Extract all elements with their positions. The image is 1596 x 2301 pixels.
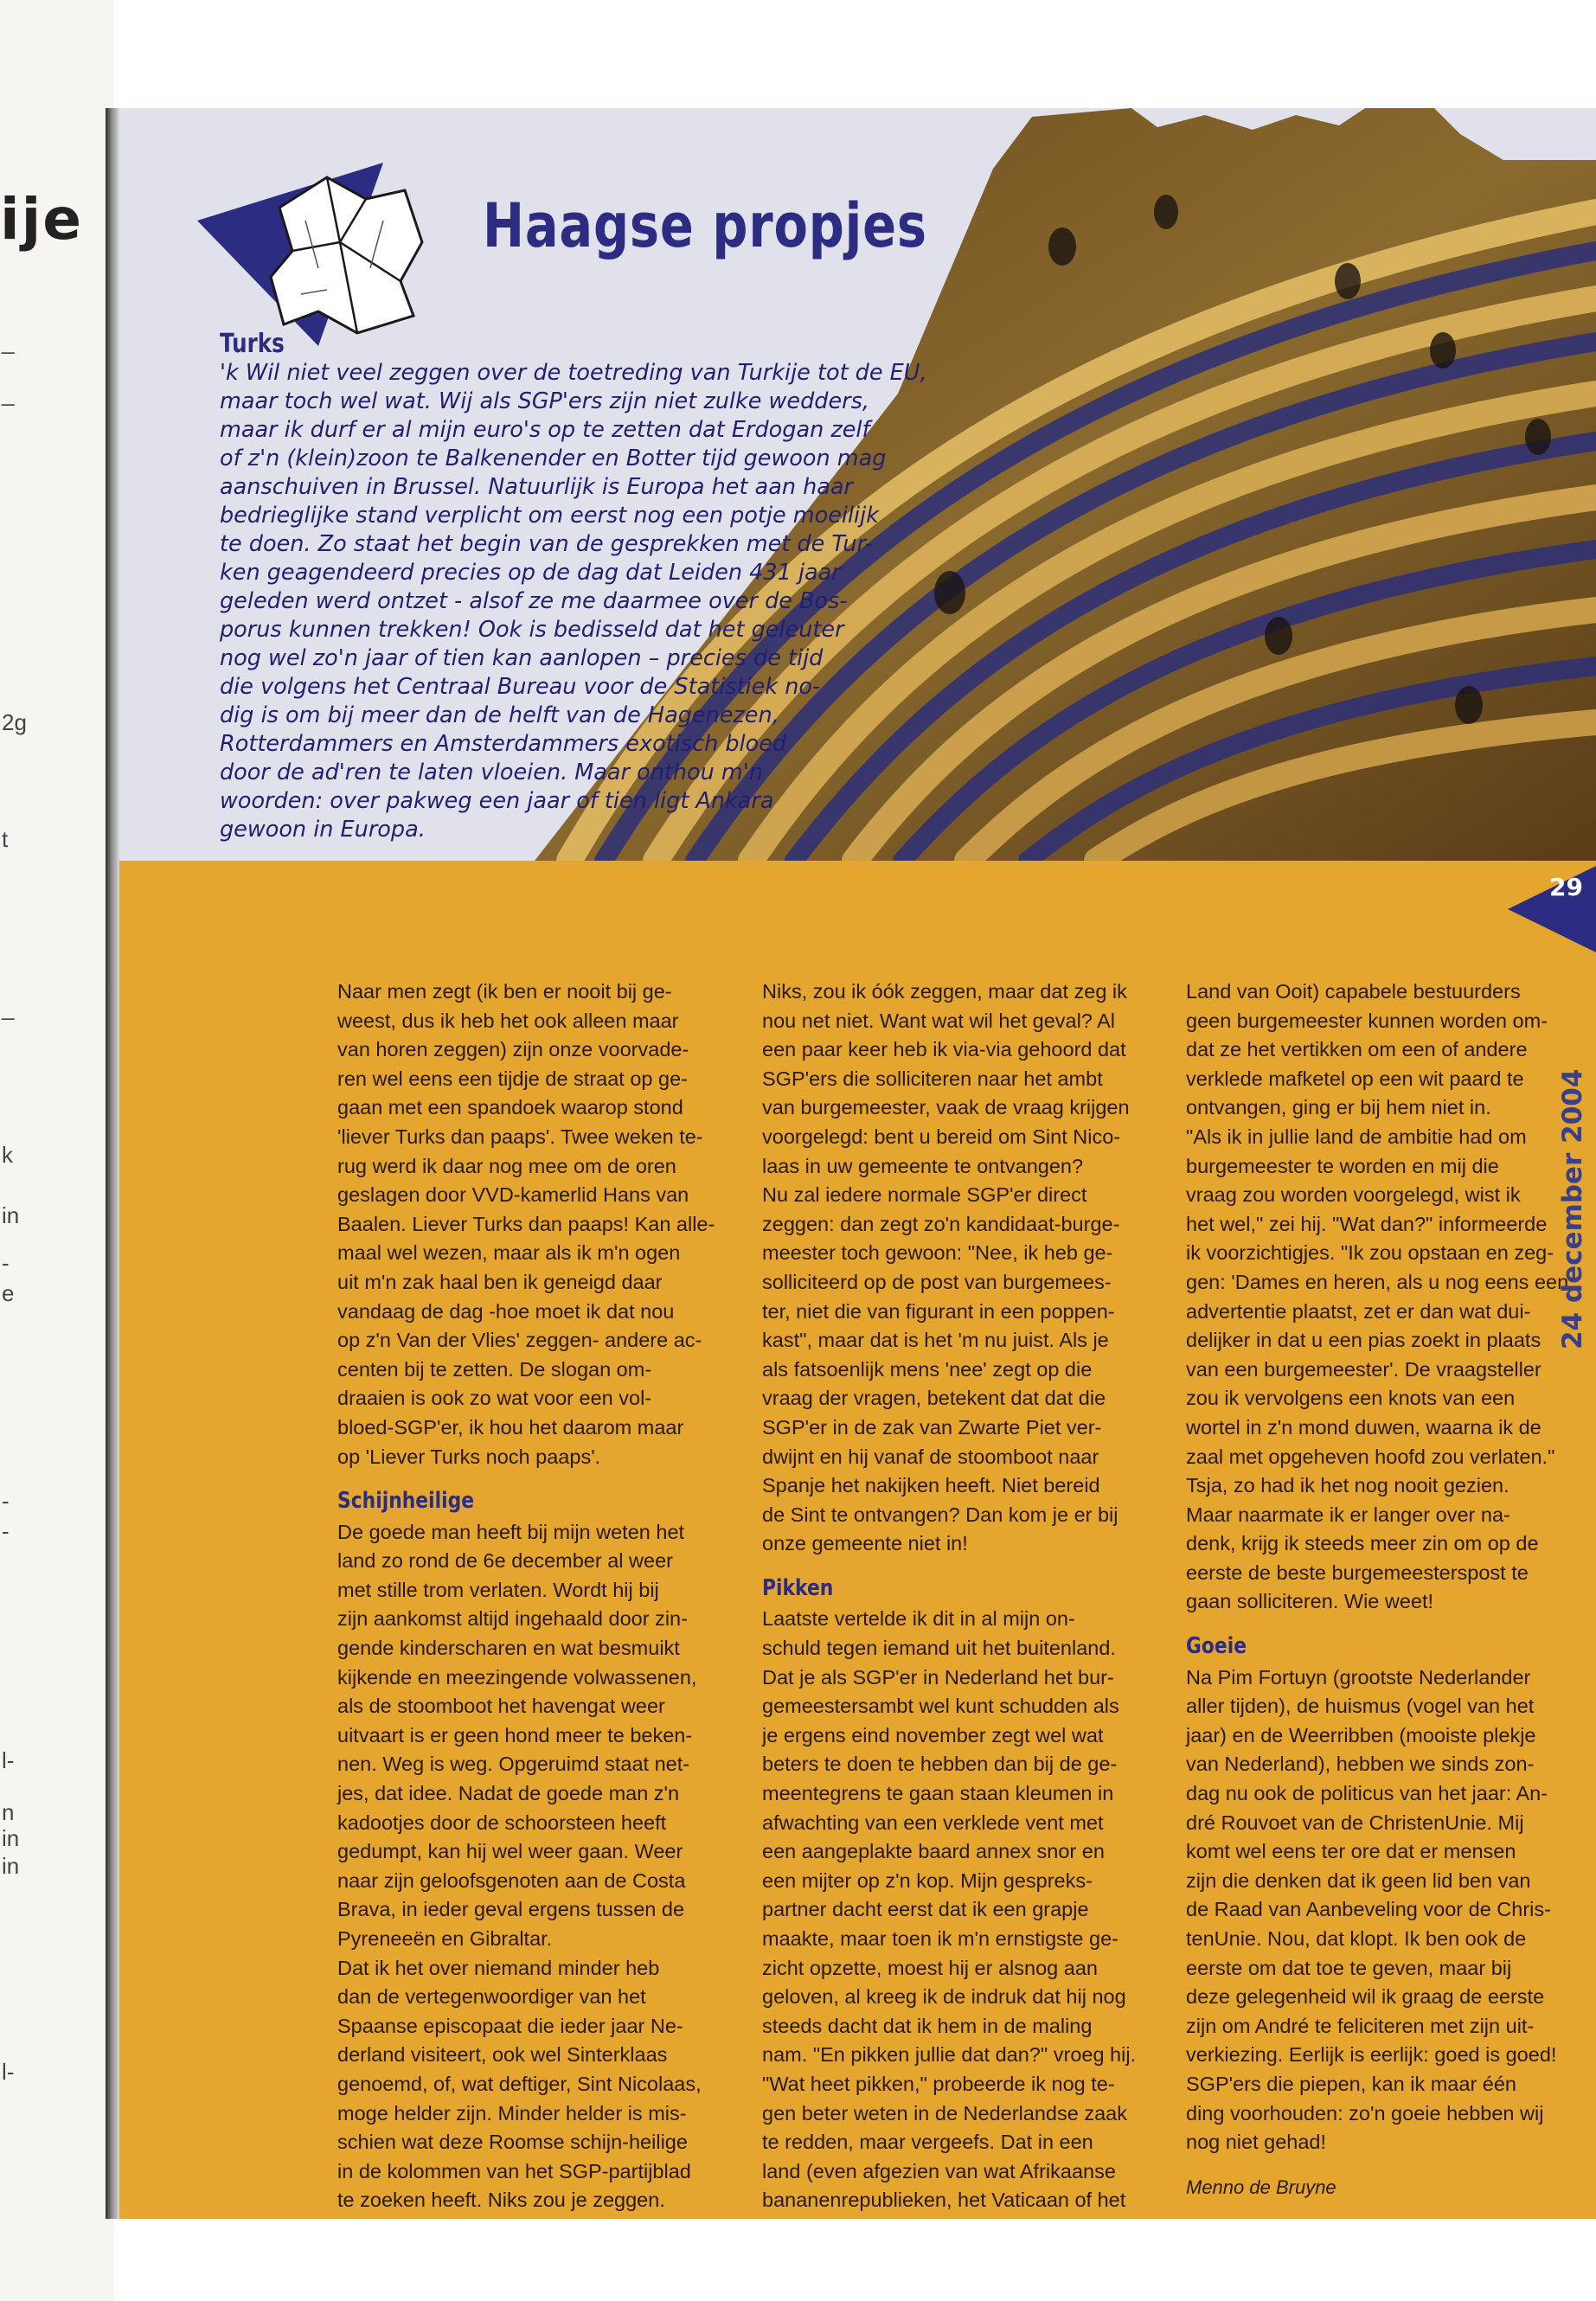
text-line: weest, dus ik heb het ook alleen maar (337, 1009, 679, 1032)
text-line: maakte, maar toen ik m'n ernstigste ge- (762, 1927, 1118, 1950)
intro-line: Rotterdammers en Amsterdammers exotisch bloed (220, 731, 787, 757)
margin-mark: 2g (2, 709, 27, 735)
text-line: Tsja, zo had ik het nog nooit gezien. (1186, 1474, 1509, 1497)
text-line: het wel," zei hij. "Wat dan?" informeerde (1186, 1212, 1548, 1235)
text-line: kijkende en meezingende volwassenen, (337, 1665, 697, 1689)
intro-line: gewoon in Europa. (220, 817, 426, 843)
column-2-paragraph-2 (762, 1605, 1169, 2214)
crumpled-paper-icon (271, 177, 422, 333)
text-line: op z'n Van der Vlies' zeggen- andere ac- (337, 1329, 702, 1352)
text-line: op 'Liever Turks noch paaps'. (337, 1445, 601, 1468)
column-3-paragraph-1 (1186, 977, 1593, 1617)
text-line: onze gemeente niet in! (762, 1532, 968, 1555)
text-line: van horen zeggen) zijn onze voorvade- (337, 1038, 689, 1061)
text-line: vraag der vragen, betekent dat dat die (762, 1387, 1106, 1410)
text-line: uit m'n zak haal ben ik geneigd daar (337, 1270, 663, 1293)
text-line: zeggen: dan zegt zo'n kandidaat-burge- (762, 1212, 1120, 1235)
text-line: dat ze het vertikken om een of andere (1186, 1038, 1528, 1061)
intro-line: woorden: over pakweg een jaar of tien ligt Ankara (220, 788, 774, 814)
text-line: "Als ik in jullie land de ambitie had om (1186, 1125, 1527, 1148)
column-1-paragraph-2 (337, 1518, 744, 2215)
text-line: eerste de beste burgemeesterspost te (1186, 1561, 1529, 1584)
page-number-tab (1508, 866, 1596, 952)
text-line: solliciteerd op de post van burgemees- (762, 1270, 1112, 1293)
text-line: komt wel eens ter ore dat er mensen (1186, 1840, 1516, 1863)
text-line: te zoeken heeft. Niks zou je zeggen. (337, 2189, 665, 2212)
text-line: maal wel wezen, maar als ik m'n ogen (337, 1241, 681, 1265)
text-line: laas in uw gemeente te ontvangen? (762, 1154, 1084, 1177)
text-line: een paar keer heb ik via-via gehoord dat (762, 1038, 1126, 1061)
text-line: vraag zou worden voorgelegd, wist ik (1186, 1183, 1521, 1207)
text-line: dag nu ook de politicus van het jaar: An- (1186, 1782, 1548, 1805)
intro-line: te doen. Zo staat het begin van de gesprekken met de Tur- (220, 531, 873, 557)
text-line: zijn om André te feliciteren met zijn uit- (1186, 2014, 1535, 2037)
text-line: dwijnt en hij vanaf de stoomboot naar (762, 1445, 1099, 1468)
text-line: Land van Ooit) capabele bestuurders (1186, 980, 1521, 1003)
text-line: gende kinderscharen en wat besmuikt (337, 1637, 680, 1660)
text-line: nou net niet. Want wat wil het geval? Al (762, 1009, 1116, 1032)
margin-mark: _ (2, 381, 15, 407)
intro-line: maar toch wel wat. Wij als SGP'ers zijn niet zulke wedders, (220, 388, 870, 414)
text-line: zijn die denken dat ik geen lid ben van (1186, 1868, 1531, 1892)
text-line: vandaag de dag -hoe moet ik dat nou (337, 1299, 675, 1323)
subheading-schijnheilige: Schijnheilige (337, 1488, 475, 1515)
text-line: ik voorzichtigjes. "Ik zou opstaan en zeg- (1186, 1241, 1554, 1265)
text-line: nam. "En pikken jullie dat dan?" vroeg hij. (762, 2043, 1137, 2067)
text-line: genoemd, of, wat deftiger, Sint Nicolaas, (337, 2072, 702, 2095)
text-line: aller tijden), de huismus (vogel van het (1186, 1695, 1535, 1718)
text-line: Niks, zou ik óók zeggen, maar dat zeg ik (762, 980, 1127, 1003)
text-line: SGP'ers die solliciteren naar het ambt (762, 1067, 1103, 1090)
margin-mark: _ (2, 329, 15, 355)
text-line: dan de vertegenwoordiger van het (337, 1985, 646, 2009)
text-line: Maar naarmate ik er langer over na- (1186, 1503, 1510, 1526)
text-line: meester toch gewoon: "Nee, ik heb ge- (762, 1241, 1113, 1265)
magazine-page (119, 108, 1596, 2219)
text-line: geslagen door VVD-kamerlid Hans van (337, 1183, 689, 1207)
text-line: uitvaart is er geen hond meer te beken- (337, 1723, 693, 1747)
text-line: ter, niet die van figurant in een poppen- (762, 1299, 1115, 1323)
margin-mark: in (2, 1853, 20, 1879)
intro-line: door de ad'ren te laten vloeien. Maar onthou m'n (220, 760, 763, 785)
left-page-edge (0, 0, 114, 2301)
text-line: beters te doen te hebben dan bij de ge- (762, 1753, 1118, 1776)
page-number: 29 (1549, 873, 1583, 901)
text-line: rug werd ik daar nog mee om de oren (337, 1154, 676, 1177)
text-line: draaien is ook zo wat voor een vol- (337, 1387, 652, 1410)
text-line: Nu zal iedere normale SGP'er direct (762, 1183, 1087, 1207)
binding-gutter (106, 108, 119, 2219)
intro-line: dig is om bij meer dan de helft van de Hagenezen, (220, 702, 779, 728)
intro-line: 'k Wil niet veel zeggen over de toetreding van Turkije tot de EU, (220, 360, 927, 386)
text-line: te redden, maar vergeefs. Dat in een (762, 2131, 1093, 2154)
margin-mark: - (2, 1518, 10, 1544)
text-line: zijn aankomst altijd ingehaald door zin- (337, 1607, 688, 1631)
text-line: partner dacht eerst dat ik een grapje (762, 1898, 1089, 1921)
text-line: bananenrepublieken, het Vaticaan of het (762, 2189, 1126, 2212)
text-line: van burgemeester, vaak de vraag krijgen (762, 1096, 1130, 1119)
margin-mark: n (2, 1799, 15, 1825)
text-line: gaan solliciteren. Wie weet! (1186, 1590, 1434, 1613)
text-line: SGP'ers die piepen, kan ik maar één (1186, 2072, 1517, 2095)
intro-line: porus kunnen trekken! Ook is bedisseld dat het geleuter (220, 617, 844, 643)
author-byline: Menno de Bruyne (1186, 2176, 1336, 2198)
text-line: moge helder zijn. Minder helder is mis- (337, 2101, 687, 2125)
text-line: schuld tegen iemand uit het buitenland. (762, 1637, 1116, 1660)
text-line: eerste om dat toe te geven, maar bij (1186, 1956, 1512, 1979)
text-line: Spanje het nakijken heeft. Niet bereid (762, 1474, 1100, 1497)
text-line: gen: 'Dames en heren, als u nog eens een (1186, 1270, 1569, 1293)
text-line: voorgelegd: bent u bereid om Sint Nico- (762, 1125, 1121, 1148)
text-line: gemeestersambt wel kunt schudden als (762, 1695, 1119, 1718)
margin-mark: l- (2, 1747, 15, 1773)
text-line: wortel in z'n mond duwen, waarna ik de (1186, 1415, 1542, 1439)
left-page-title-fragment: ije (0, 186, 84, 253)
text-line: Na Pim Fortuyn (grootste Nederlander (1186, 1665, 1531, 1689)
text-line: gaan met een spandoek waarop stond (337, 1096, 683, 1119)
intro-line: ken geagendeerd precies op de dag dat Leiden 431 jaar (220, 560, 841, 586)
intro-line: maar ik durf er al mijn euro's op te zetten dat Erdogan zelf (220, 417, 870, 443)
text-line: tenUnie. Nou, dat klopt. Ik ben ook de (1186, 1927, 1527, 1950)
text-line: zou ik vervolgens een knots van een (1186, 1387, 1516, 1410)
text-line: meentegrens te gaan staan kleumen in (762, 1782, 1114, 1805)
margin-mark: t (2, 826, 9, 852)
intro-line: of z'n (klein)zoon te Balkenender en Botter tijd gewoon mag (220, 445, 887, 471)
text-line: zicht opzette, moest hij er alsnog aan (762, 1956, 1098, 1979)
text-line: Brava, in ieder geval ergens tussen de (337, 1898, 685, 1921)
crumpled-paper-logo (197, 138, 448, 346)
intro-line: nog wel zo'n jaar of tien kan aanlopen – precies de tijd (220, 645, 824, 671)
text-line: als fatsoenlijk mens 'nee' zegt op die (762, 1357, 1093, 1381)
text-line: van een burgemeester'. De vraagsteller (1186, 1357, 1542, 1381)
text-column-3 (1186, 977, 1593, 2202)
text-line: ren wel eens een tijdje de straat op ge- (337, 1067, 688, 1090)
text-line: jaar) en de Weerribben (mooiste plekje (1186, 1723, 1536, 1747)
intro-line: geleden werd ontzet - alsof ze me daarmee over de Bos- (220, 588, 848, 614)
intro-line: aanschuiven in Brussel. Natuurlijk is Europa het aan haar (220, 474, 853, 500)
intro-heading: Turks (220, 329, 285, 359)
text-line: verkiezing. Eerlijk is eerlijk: goed is goed! (1186, 2043, 1557, 2067)
text-line: delijker in dat u een pias zoekt in plaats (1186, 1329, 1542, 1352)
text-line: zaal met opgeheven hoofd zou verlaten." (1186, 1445, 1555, 1468)
text-line: een aangeplakte baard annex snor en (762, 1840, 1105, 1863)
text-line: Baalen. Liever Turks dan paaps! Kan alle- (337, 1212, 715, 1235)
text-line: in de kolommen van het SGP-partijblad (337, 2159, 691, 2182)
text-line: advertentie plaatst, zet er dan wat dui- (1186, 1299, 1531, 1323)
margin-mark: k (2, 1142, 13, 1168)
text-line: land zo rond de 6e december al weer (337, 1549, 673, 1573)
text-line: afwachting van een verklede vent met (762, 1811, 1104, 1834)
text-line: Naar men zegt (ik ben er nooit bij ge- (337, 980, 672, 1003)
text-line: centen bij te zetten. De slogan om- (337, 1357, 652, 1381)
margin-mark: l- (2, 2059, 15, 2085)
text-line: kast", maar dat is het 'm nu juist. Als je (762, 1329, 1109, 1352)
text-line: Spaanse episcopaat die ieder jaar Ne- (337, 2014, 683, 2037)
text-column-1 (337, 977, 744, 2215)
text-column-2 (762, 977, 1169, 2215)
text-line: Pyreneeën en Gibraltar. (337, 1927, 553, 1950)
text-line: de Sint te ontvangen? Dan kom je er bij (762, 1503, 1118, 1526)
text-line: steeds dacht dat ik hem in de maling (762, 2014, 1093, 2037)
text-line: verklede mafketel op een wit paard te (1186, 1067, 1524, 1090)
margin-mark: e (2, 1280, 15, 1306)
text-line: kadootjes door de schoorsteen heeft (337, 1811, 667, 1834)
margin-mark: - (2, 1488, 10, 1514)
text-line: Dat je als SGP'er in Nederland het bur- (762, 1665, 1114, 1689)
column-1-paragraph-1 (337, 977, 744, 1471)
text-line: dré Rouvoet van de ChristenUnie. Mij (1186, 1811, 1524, 1834)
text-line: je ergens eind november zegt wel wat (762, 1723, 1104, 1747)
page-title: Haagse propjes (483, 190, 927, 261)
column-3-paragraph-2 (1186, 1663, 1593, 2157)
text-line: een mijter op z'n kop. Mijn gespreks- (762, 1868, 1093, 1892)
intro-line: bedrieglijke stand verplicht om eerst nog een potje moeilijk (220, 503, 879, 529)
text-line: geloven, al kreeg ik de indruk dat hij nog (762, 1985, 1126, 2009)
text-line: van Nederland), hebben we sinds zon- (1186, 1753, 1535, 1776)
margin-mark: in (2, 1202, 20, 1228)
text-line: 'liever Turks dan paaps'. Twee weken te- (337, 1125, 703, 1148)
intro-line: die volgens het Centraal Bureau voor de Statistiek no- (220, 674, 821, 700)
margin-mark: _ (2, 995, 15, 1021)
subheading-pikken: Pikken (762, 1574, 834, 1601)
text-line: deze gelegenheid wil ik graag de eerste (1186, 1985, 1545, 2009)
subheading-goeie: Goeie (1186, 1633, 1247, 1660)
text-line: ontvangen, ging er bij hem niet in. (1186, 1096, 1491, 1119)
text-line: Laatste vertelde ik dit in al mijn on- (762, 1607, 1075, 1631)
issue-date-vertical (1557, 1064, 1596, 1349)
text-line: derland visiteert, ook wel Sinterklaas (337, 2043, 668, 2067)
column-2-paragraph-1 (762, 977, 1169, 1559)
text-line: bloed-SGP'er, ik hou het daarom maar (337, 1415, 684, 1439)
text-line: land (even afgezien van wat Afrikaanse (762, 2159, 1116, 2182)
margin-mark: - (2, 1250, 10, 1276)
text-line: burgemeester te worden en mij die (1186, 1154, 1499, 1177)
issue-date: 24 december 2004 (1557, 1068, 1588, 1349)
text-line: "Wat heet pikken," probeerde ik nog te- (762, 2072, 1115, 2095)
intro-paragraph (220, 359, 998, 844)
text-line: als de stoomboot het havengat weer (337, 1695, 665, 1718)
text-line: de Raad van Aanbeveling voor de Chris- (1186, 1898, 1551, 1921)
text-line: Dat ik het over niemand minder heb (337, 1956, 660, 1979)
text-line: nog niet gehad! (1186, 2131, 1327, 2154)
text-line: met stille trom verlaten. Wordt hij bij (337, 1578, 659, 1601)
text-line: gedumpt, kan hij wel weer gaan. Weer (337, 1840, 683, 1863)
text-line: naar zijn geloofsgenoten aan de Costa (337, 1868, 686, 1892)
text-line: gen beter weten in de Nederlandse zaak (762, 2101, 1127, 2125)
text-line: geen burgemeester kunnen worden om- (1186, 1009, 1548, 1032)
text-line: De goede man heeft bij mijn weten het (337, 1520, 685, 1543)
text-line: schien wat deze Roomse schijn-heilige (337, 2131, 688, 2154)
text-line: nen. Weg is weg. Opgeruimd staat net- (337, 1753, 690, 1776)
text-line: jes, dat idee. Nadat de goede man z'n (337, 1782, 680, 1805)
margin-mark: in (2, 1825, 20, 1851)
text-line: ding voorhouden: zo'n goeie hebben wij (1186, 2101, 1544, 2125)
text-line: SGP'er in de zak van Zwarte Piet ver- (762, 1415, 1102, 1439)
text-line: denk, krijg ik steeds meer zin om op de (1186, 1532, 1539, 1555)
